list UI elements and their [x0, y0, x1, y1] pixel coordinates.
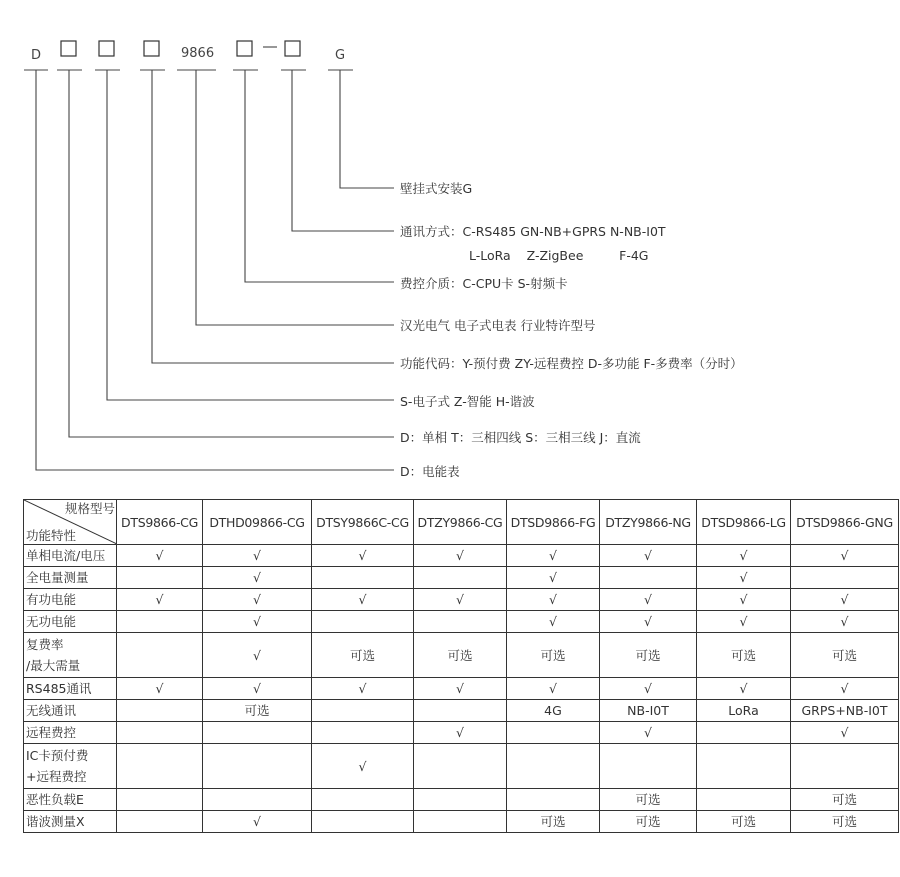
- value-cell: √: [117, 545, 203, 567]
- model-header: DTSD9866-FG: [507, 500, 600, 545]
- value-cell: √: [507, 545, 600, 567]
- value-cell: 可选: [507, 633, 600, 678]
- leader-lines: [36, 70, 394, 470]
- value-cell: √: [791, 589, 899, 611]
- desc-meter-type: S-电子式 Z-智能 H-谐波: [400, 394, 535, 409]
- feature-label: 无功电能: [26, 614, 77, 629]
- value-cell: [414, 700, 507, 722]
- value-cell: 可选: [697, 811, 791, 833]
- feature-cell: [24, 811, 117, 833]
- value-cell: √: [312, 589, 414, 611]
- value-cell: 可选: [414, 633, 507, 678]
- value-cell: [414, 744, 507, 789]
- value-cell: √: [697, 567, 791, 589]
- feature-label-line2: +远程费控: [26, 769, 87, 784]
- desc-mounting: 壁挂式安装G: [400, 181, 473, 196]
- value-cell: √: [600, 722, 697, 744]
- feature-cell: [24, 789, 117, 811]
- value-cell: √: [791, 678, 899, 700]
- corner-feature-label: 功能特性: [26, 528, 77, 543]
- value-cell: [600, 567, 697, 589]
- code-prefix: D: [31, 48, 42, 63]
- value-cell: [414, 611, 507, 633]
- code-box-1: [61, 41, 76, 56]
- model-header: DTZY9866-NG: [600, 500, 697, 545]
- value-cell: √: [117, 589, 203, 611]
- value-cell: [203, 722, 312, 744]
- value-cell: 可选: [600, 811, 697, 833]
- feature-label: 全电量测量: [26, 570, 89, 585]
- value-cell: √: [414, 589, 507, 611]
- model-header: DTHD09866-CG: [203, 500, 312, 545]
- model-header: DTSY9866C-CG: [312, 500, 414, 545]
- table-row: [24, 700, 899, 722]
- value-cell: √: [600, 589, 697, 611]
- table-row: [24, 545, 899, 567]
- value-cell: 可选: [791, 633, 899, 678]
- value-cell: [791, 567, 899, 589]
- value-cell: √: [507, 611, 600, 633]
- table-row: [24, 722, 899, 744]
- model-header: DTSD9866-LG: [697, 500, 791, 545]
- value-cell: [203, 789, 312, 811]
- value-cell: √: [507, 678, 600, 700]
- value-cell: [117, 567, 203, 589]
- value-cell: √: [697, 678, 791, 700]
- value-cell: [312, 722, 414, 744]
- value-cell: √: [203, 589, 312, 611]
- feature-label: 复费率: [26, 637, 64, 652]
- value-cell: 可选: [791, 811, 899, 833]
- value-cell: [117, 789, 203, 811]
- value-cell: [117, 744, 203, 789]
- value-cell: [414, 811, 507, 833]
- code-suffix: G: [335, 48, 346, 63]
- desc-comm-method: 通讯方式：C-RS485 GN-NB+GPRS N-NB-I0T: [400, 224, 666, 239]
- value-cell: √: [203, 811, 312, 833]
- value-cell: 可选: [600, 633, 697, 678]
- value-cell: [507, 722, 600, 744]
- table-row: [24, 789, 899, 811]
- value-cell: √: [697, 611, 791, 633]
- value-cell: √: [203, 678, 312, 700]
- value-cell: [312, 811, 414, 833]
- value-cell: [117, 633, 203, 678]
- value-cell: [600, 744, 697, 789]
- value-cell: [312, 700, 414, 722]
- corner-header: [24, 500, 117, 545]
- value-cell: [414, 567, 507, 589]
- value-cell: √: [600, 678, 697, 700]
- value-cell: 可选: [312, 633, 414, 678]
- table-row: [24, 633, 899, 678]
- table-row: [24, 678, 899, 700]
- feature-cell: [24, 722, 117, 744]
- value-cell: [697, 722, 791, 744]
- value-cell: √: [203, 545, 312, 567]
- value-cell: √: [312, 744, 414, 789]
- code-box-2: [99, 41, 114, 56]
- value-cell: √: [791, 545, 899, 567]
- desc-meter-class: D：电能表: [400, 464, 460, 479]
- value-cell: 可选: [203, 700, 312, 722]
- value-cell: √: [697, 589, 791, 611]
- value-cell: GRPS+NB-I0T: [791, 700, 899, 722]
- desc-phase-type: D：单相 T：三相四线 S：三相三线 J：直流: [400, 430, 641, 445]
- table-row: [24, 811, 899, 833]
- value-cell: 可选: [791, 789, 899, 811]
- feature-label: 单相电流/电压: [26, 548, 106, 563]
- table-row: [24, 744, 899, 789]
- value-cell: √: [507, 589, 600, 611]
- value-cell: √: [791, 611, 899, 633]
- value-cell: √: [600, 611, 697, 633]
- feature-label: 谐波测量X: [26, 814, 85, 829]
- value-cell: [312, 611, 414, 633]
- table-header-row: [24, 500, 899, 545]
- feature-cell: [24, 545, 117, 567]
- value-cell: √: [117, 678, 203, 700]
- value-cell: [507, 744, 600, 789]
- value-cell: √: [312, 678, 414, 700]
- feature-label: 恶性负载E: [26, 792, 84, 807]
- value-cell: √: [203, 567, 312, 589]
- value-cell: [697, 744, 791, 789]
- value-cell: [117, 611, 203, 633]
- feature-cell: [24, 700, 117, 722]
- feature-label: RS485通讯: [26, 681, 92, 696]
- value-cell: √: [600, 545, 697, 567]
- table-row: [24, 567, 899, 589]
- value-cell: [117, 722, 203, 744]
- model-header: DTZY9866-CG: [414, 500, 507, 545]
- value-cell: √: [414, 722, 507, 744]
- value-cell: √: [203, 611, 312, 633]
- value-cell: [312, 567, 414, 589]
- value-cell: [312, 789, 414, 811]
- desc-function-code: 功能代码：Y-预付费 ZY-远程费控 D-多功能 F-多费率（分时）: [400, 356, 743, 371]
- feature-cell: [24, 678, 117, 700]
- value-cell: √: [414, 545, 507, 567]
- value-cell: LoRa: [697, 700, 791, 722]
- value-cell: [791, 744, 899, 789]
- code-box-3: [144, 41, 159, 56]
- feature-cell: [24, 589, 117, 611]
- desc-comm-method-line2: L-LoRa Z-ZigBee F-4G: [469, 248, 649, 263]
- spec-table: [23, 499, 899, 833]
- model-header: DTS9866-CG: [117, 500, 203, 545]
- value-cell: [117, 811, 203, 833]
- value-cell: √: [697, 545, 791, 567]
- code-box-5: [285, 41, 300, 56]
- value-cell: [414, 789, 507, 811]
- feature-label-line2: /最大需量: [26, 658, 81, 673]
- table-row: [24, 589, 899, 611]
- value-cell: √: [791, 722, 899, 744]
- feature-cell: [24, 567, 117, 589]
- value-cell: [117, 700, 203, 722]
- value-cell: 可选: [507, 811, 600, 833]
- code-number: 9866: [181, 46, 215, 61]
- value-cell: √: [507, 567, 600, 589]
- feature-cell: [24, 633, 117, 678]
- value-cell: 可选: [600, 789, 697, 811]
- feature-label: IC卡预付费: [26, 748, 89, 763]
- feature-label: 远程费控: [26, 725, 77, 740]
- feature-cell: [24, 744, 117, 789]
- feature-cell: [24, 611, 117, 633]
- code-box-4: [237, 41, 252, 56]
- model-header: DTSD9866-GNG: [791, 500, 899, 545]
- value-cell: [697, 789, 791, 811]
- corner-spec-label: 规格型号: [64, 501, 115, 516]
- value-cell: 可选: [697, 633, 791, 678]
- feature-label: 无线通讯: [26, 703, 77, 718]
- value-cell: √: [203, 633, 312, 678]
- value-cell: NB-I0T: [600, 700, 697, 722]
- table-row: [24, 611, 899, 633]
- value-cell: √: [414, 678, 507, 700]
- value-cell: [203, 744, 312, 789]
- feature-label: 有功电能: [26, 592, 77, 607]
- desc-control-medium: 费控介质：C-CPU卡 S-射频卡: [400, 276, 568, 291]
- value-cell: √: [312, 545, 414, 567]
- value-cell: [507, 789, 600, 811]
- desc-brand-model: 汉光电气 电子式电表 行业特许型号: [400, 318, 596, 333]
- value-cell: 4G: [507, 700, 600, 722]
